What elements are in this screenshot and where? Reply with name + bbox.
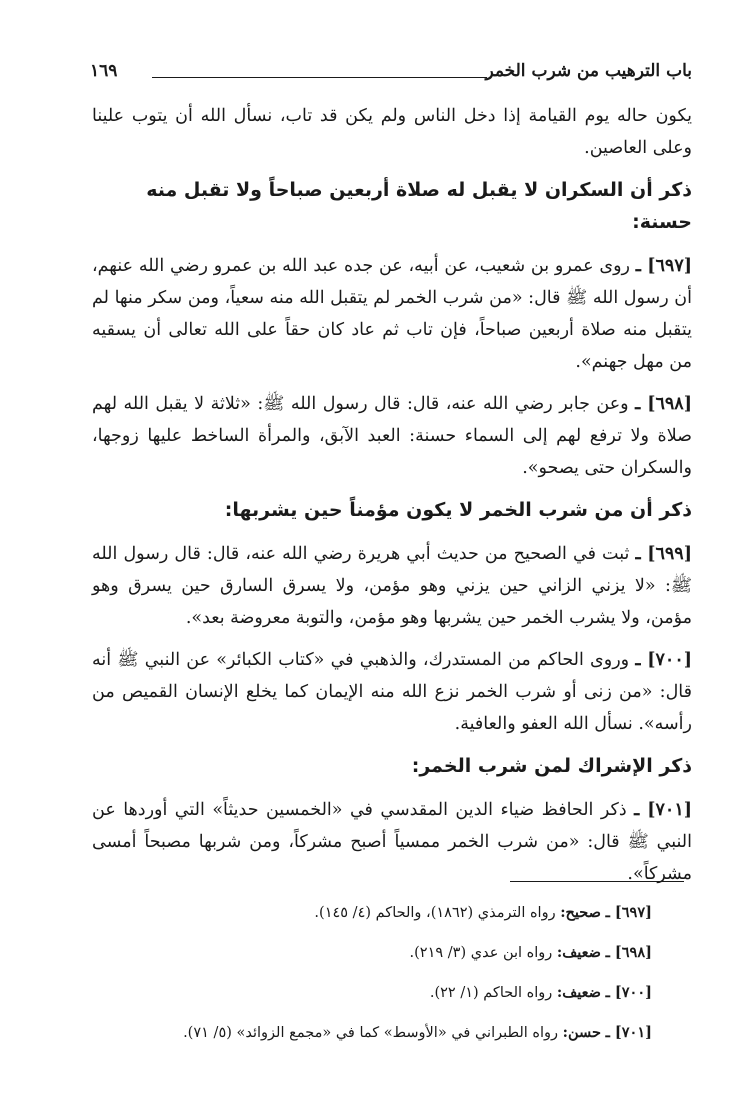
hadith-number: [٧٠١] ـ <box>634 800 692 820</box>
footnote-text: رواه الطبراني في «الأوسط» كما في «مجمع الزوائد» (٥/ ٧١). <box>183 1025 559 1041</box>
hadith-text: وعن جابر رضي الله عنه، قال: قال رسول الله ﷺ: «ثلاثة لا يقبل الله لهم صلاة ولا ترفع لهم إلى السماء حسنة: العبد الآبق، والمرأة الساخط عليها زوجها، والسكران حتى يصحو». <box>92 394 692 478</box>
hadith-number: [٦٩٧] ـ <box>635 256 692 276</box>
hadith-text: ثبت في الصحيح من حديث أبي هريرة رضي الله عنه، قال: قال رسول الله ﷺ: «لا يزني الزاني حين يزني وهو مؤمن، ولا يسرق السارق حين يسرق وهو مؤمن، ولا يشرب الخمر حين يشربها وهو مؤمن، والتوبة معروضة بعد». <box>92 544 692 628</box>
main-text <box>92 100 692 900</box>
section-heading: ذكر أن السكران لا يقبل له صلاة أربعين صباحاً ولا تقبل منه حسنة: <box>146 179 692 233</box>
hadith-paragraph <box>92 250 692 378</box>
hadith-text: روى عمرو بن شعيب، عن أبيه، عن جده عبد الله بن عمرو رضي الله عنهم، أن رسول الله ﷺ قال: «من شرب الخمر لم يتقبل الله منه سعياً، ومن سكر منها لم يتقبل منه صلاة أربعين صباحاً، فإن تاب ثم عاد كان حقاً على الله تعالى أن يسقيه من مهل جهنم». <box>92 256 692 372</box>
section-heading: ذكر أن من شرب الخمر لا يكون مؤمناً حين يشربها: <box>224 499 692 521</box>
hadith-number: [٦٩٨] ـ <box>635 394 692 414</box>
chapter-title: باب الترهيب من شرب الخمر <box>485 61 692 81</box>
footnote <box>92 1013 652 1053</box>
hadith-text: ذكر الحافظ ضياء الدين المقدسي في «الخمسين حديثاً» التي أوردها عن النبي ﷺ قال: «من شرب الخمر ممسياً أصبح مشركاً، ومن شربها مصبحاً أمسى مشركاً». <box>92 800 692 884</box>
footnote-number: [٦٩٨] ـ <box>605 944 652 961</box>
footnote <box>92 893 652 933</box>
header-rule <box>152 77 487 78</box>
footnote-text: رواه الترمذي (١٨٦٢)، والحاكم (٤/ ١٤٥). <box>314 905 556 921</box>
footnotes <box>92 893 652 1053</box>
footnote-text: رواه ابن عدي (٣/ ٢١٩). <box>409 945 553 961</box>
footnote-number: [٧٠١] ـ <box>605 1024 652 1041</box>
hadith-number: [٦٩٩] ـ <box>635 544 692 564</box>
hadith-paragraph <box>92 794 692 890</box>
footnote-grade: صحيح: <box>560 904 601 921</box>
footnote-text: رواه الحاكم (١/ ٢٢). <box>429 985 553 1001</box>
footnote <box>92 933 652 973</box>
footnote-separator <box>510 881 684 882</box>
section-heading: ذكر الإشراك لمن شرب الخمر: <box>411 755 692 777</box>
footnote-number: [٦٩٧] ـ <box>605 904 652 921</box>
footnote <box>92 973 652 1013</box>
hadith-number: [٧٠٠] ـ <box>635 650 692 670</box>
hadith-paragraph <box>92 644 692 740</box>
page-number: ١٦٩ <box>90 61 118 81</box>
footnote-grade: ضعيف: <box>556 984 601 1001</box>
intro-paragraph: يكون حاله يوم القيامة إذا دخل الناس ولم يكن قد تاب، نسأل الله أن يتوب علينا وعلى العاصين. <box>92 106 692 158</box>
footnote-number: [٧٠٠] ـ <box>605 984 652 1001</box>
footnote-grade: حسن: <box>562 1024 601 1041</box>
hadith-text: وروى الحاكم من المستدرك، والذهبي في «كتاب الكبائر» عن النبي ﷺ أنه قال: «من زنى أو شرب الخمر نزع الله منه الإيمان كما يخلع الإنسان القميص من رأسه». نسأل الله العفو والعافية. <box>92 650 692 734</box>
hadith-paragraph <box>92 388 692 484</box>
footnote-grade: ضعيف: <box>556 944 601 961</box>
page-header <box>90 56 692 86</box>
hadith-paragraph <box>92 538 692 634</box>
